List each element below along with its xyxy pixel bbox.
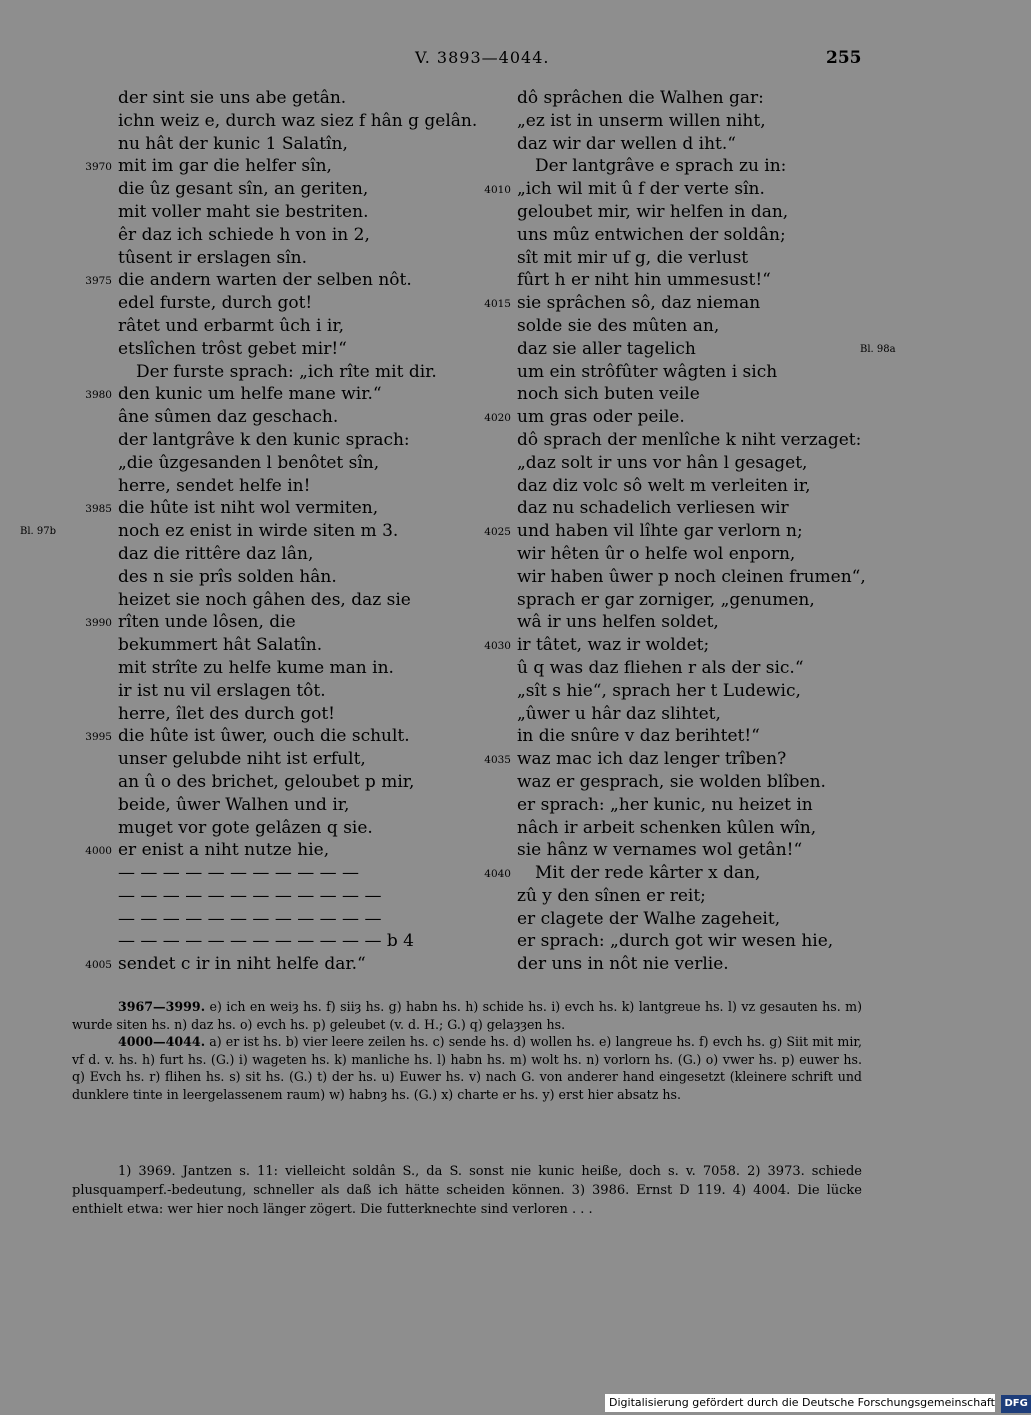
- verse-text: geloubet mir, wir helfen in dan,: [517, 201, 789, 222]
- verse-text: unser gelubde niht ist erfult,: [118, 749, 366, 770]
- verse-text: nu hât der kunic 1 Salatîn,: [118, 133, 348, 154]
- verse-text: edel furste, durch got!: [118, 293, 313, 314]
- verse-line: [118, 406, 498, 429]
- verse-text: râtet und erbarmt ûch i ir,: [118, 315, 345, 336]
- apparatus-text: a) er ist hs. b) vier leere zeilen hs. c) sende hs. d) wollen hs. e) langreue hs. f) evch hs. g) Siit mit mir, vf d. v. hs. h) furt hs. (G.) i) wageten hs. k) manliche hs. l) habn hs. m) wolt hs. n) vorlorn hs. (G.) o) vwer hs. p) euwer hs. q) Evch hs. r) flihen hs. s) sit hs. (G.) t) der hs. u) Euwer hs. v) nach G. von anderer hand eingesetzt (kleinere schrift und dunklere tinte in leergelassenem raum) w) habnȝ hs. (G.) x) charte er hs. y) erst hier absatz hs.: [72, 1034, 862, 1102]
- verse-line: [517, 589, 897, 612]
- verse-text: herre, sendet helfe in!: [118, 475, 311, 496]
- verse-line: [517, 497, 897, 520]
- verse-line: [517, 771, 897, 794]
- verse-line: [118, 178, 498, 201]
- verse-text: uns mûz entwichen der soldân;: [517, 224, 786, 245]
- apparatus-text: e) ich en weiȝ hs. f) siiȝ hs. g) habn hs. h) schide hs. i) evch hs. k) lantgreue hs. l) vz gesauten hs. m) wurde siten hs. n) daz hs. o) evch hs. p) geleubet (v. d. H.; G.) q) gelaȝȝen hs.: [72, 999, 862, 1032]
- footer-text: Digitalisierung gefördert durch die Deutsche Forschungsgemeinschaft: [609, 1396, 995, 1409]
- verse-text: etslîchen trôst gebet mir!“: [118, 338, 347, 359]
- footnote-text: 1) 3969. Jantzen s. 11: vielleicht soldân S., da S. sonst nie kunic heiße, doch s. v. 7058. 2) 3973. schiede plusquamperf.-bedeutung, schneller als daß ich hätte scheiden können. 3) 3986. Ernst D 119. 4) 4004. Die lücke enthielt etwa: wer hier noch länger zögert. Die futterknechte sind verloren . . .: [72, 1164, 862, 1217]
- apparatus-range: 3967—3999.: [118, 999, 206, 1014]
- verse-line: [85, 155, 498, 178]
- verse-line: [118, 748, 498, 771]
- verse-text: des n sie prîs solden hân.: [118, 566, 337, 587]
- verse-text: er sprach: „her kunic, nu heizet in: [517, 794, 813, 815]
- verse-number: 3975: [85, 275, 112, 288]
- verse-line: [118, 794, 498, 817]
- verse-line: [517, 475, 897, 498]
- verse-text: „daz solt ir uns vor hân l gesaget,: [517, 452, 808, 473]
- verse-text: wir hêten ûr o helfe wol enporn,: [517, 543, 796, 564]
- verse-number: 3990: [85, 617, 112, 630]
- verse-number: 3995: [85, 731, 112, 744]
- verse-number: 4020: [484, 412, 511, 425]
- verse-text: beide, ûwer Walhen und ir,: [118, 794, 350, 815]
- page-number: 255: [826, 48, 862, 68]
- verse-text: sie sprâchen sô, daz nieman: [517, 293, 761, 314]
- verse-text: er enist a niht nutze hie,: [118, 840, 330, 861]
- verse-line: [517, 247, 897, 270]
- verse-line: [118, 224, 498, 247]
- verse-line: [517, 908, 897, 931]
- verse-line: [517, 703, 897, 726]
- verse-number: 3985: [85, 503, 112, 516]
- verse-line: [118, 452, 498, 475]
- verse-line: [118, 908, 498, 931]
- left-verse-column: [20, 87, 498, 976]
- apparatus-range: 4000—4044.: [118, 1034, 206, 1049]
- verse-number: 4015: [484, 298, 511, 311]
- verse-text: rîten unde lôsen, die: [118, 612, 296, 633]
- verse-text: muget vor gote gelâzen q sie.: [118, 817, 373, 838]
- verse-line: [118, 885, 498, 908]
- verse-text: die andern warten der selben nôt.: [118, 270, 412, 291]
- verse-text: noch ez enist in wirde siten m 3.: [118, 521, 399, 542]
- verse-text: fûrt h er niht hin ummesust!“: [517, 270, 771, 291]
- verse-line: [118, 201, 498, 224]
- right-verse-column: [484, 87, 897, 976]
- verse-text: an û o des brichet, geloubet p mir,: [118, 771, 415, 792]
- folio-marker: Bl. 97b: [20, 526, 57, 538]
- apparatus-entry: [72, 998, 862, 1033]
- verse-text: um ein strôfûter wâgten i sich: [517, 361, 778, 382]
- verse-text: um gras oder peile.: [517, 407, 685, 428]
- critical-apparatus: [72, 998, 862, 1103]
- verse-line: [118, 429, 498, 452]
- verse-text: die hûte ist niht wol vermiten,: [118, 498, 379, 519]
- verse-line: [85, 611, 498, 634]
- verse-line: [517, 725, 897, 748]
- verse-text: âne sûmen daz geschach.: [118, 407, 339, 428]
- verse-line: [517, 361, 897, 384]
- verse-line: [118, 292, 498, 315]
- verse-text: Der furste sprach: „ich rîte mit dir.: [136, 361, 437, 382]
- verse-line: [517, 315, 897, 338]
- verse-line: [118, 862, 498, 885]
- verse-line: [118, 680, 498, 703]
- verse-line: [118, 771, 498, 794]
- verse-text: „sît s hie“, sprach her t Ludewic,: [517, 680, 801, 701]
- verse-text: — — — — — — — — — — — —: [118, 885, 382, 906]
- verse-text: den kunic um helfe mane wir.“: [118, 384, 382, 405]
- verse-line: [517, 839, 897, 862]
- verse-text: û q was daz fliehen r als der sic.“: [517, 657, 804, 678]
- verse-line: [517, 566, 897, 589]
- verse-line: [484, 292, 897, 315]
- verse-text: solde sie des mûten an,: [517, 315, 720, 336]
- verse-number: 4005: [85, 959, 112, 972]
- verse-text: — — — — — — — — — — — — b 4: [118, 931, 414, 952]
- verse-text: „ich wil mit û f der verte sîn.: [517, 179, 765, 200]
- verse-text: er clagete der Walhe zageheit,: [517, 908, 781, 929]
- verse-text: daz die rittêre daz lân,: [118, 543, 314, 564]
- verse-line: [517, 338, 897, 361]
- verse-line: [118, 475, 498, 498]
- verse-line: [517, 680, 897, 703]
- verse-line: [517, 269, 897, 292]
- verse-text: mit im gar die helfer sîn,: [118, 156, 332, 177]
- verse-line: [517, 155, 897, 178]
- verse-line: [517, 817, 897, 840]
- verse-number: 4040: [484, 868, 511, 881]
- verse-text: daz diz volc sô welt m verleiten ir,: [517, 475, 811, 496]
- verse-text: mit strîte zu helfe kume man in.: [118, 657, 394, 678]
- verse-text: und haben vil lîhte gar verlorn n;: [517, 521, 803, 542]
- verse-text: noch sich buten veile: [517, 384, 700, 405]
- verse-line: [85, 269, 498, 292]
- verse-number: 4035: [484, 754, 511, 767]
- verse-text: nâch ir arbeit schenken kûlen wîn,: [517, 817, 817, 838]
- verse-text: dô sprâchen die Walhen gar:: [517, 88, 764, 108]
- verse-line: [85, 725, 498, 748]
- folio-marker: Bl. 98a: [860, 343, 896, 355]
- verse-number: 3970: [85, 161, 112, 174]
- verse-text: — — — — — — — — — — — —: [118, 908, 382, 929]
- verse-text: „ez ist in unserm willen niht,: [517, 110, 766, 131]
- verse-text: waz mac ich daz lenger trîben?: [517, 749, 787, 770]
- verse-text: zû y den sînen er reit;: [517, 885, 706, 906]
- verse-line: [517, 930, 897, 953]
- verse-line: [118, 338, 498, 361]
- running-title: V. 3893—4044.: [415, 48, 550, 67]
- verse-line: [517, 794, 897, 817]
- verse-line: [118, 110, 498, 133]
- verse-line: [517, 657, 897, 680]
- verse-text: ir tâtet, waz ir woldet;: [517, 635, 710, 656]
- verse-text: „die ûzgesanden l benôtet sîn,: [118, 452, 380, 473]
- verse-line: [118, 315, 498, 338]
- verse-line: [484, 520, 897, 543]
- verse-text: heizet sie noch gâhen des, daz sie: [118, 589, 411, 610]
- verse-text: waz er gesprach, sie wolden blîben.: [517, 771, 826, 792]
- verse-line: [118, 543, 498, 566]
- verse-line: [517, 429, 897, 452]
- verse-line: [118, 566, 498, 589]
- verse-text: sprach er gar zorniger, „genumen,: [517, 589, 815, 610]
- verse-text: der lantgrâve k den kunic sprach:: [118, 429, 410, 450]
- verse-line: [20, 520, 498, 543]
- verse-text: Der lantgrâve e sprach zu in:: [535, 156, 787, 177]
- verse-text: dô sprach der menlîche k niht verzaget:: [517, 429, 862, 450]
- verse-line: [517, 201, 897, 224]
- apparatus-entry: [72, 1033, 862, 1103]
- verse-line: [484, 178, 897, 201]
- verse-line: [118, 703, 498, 726]
- verse-text: tûsent ir erslagen sîn.: [118, 247, 308, 268]
- verse-line: [517, 133, 897, 156]
- verse-line: [85, 383, 498, 406]
- footnotes: [72, 1162, 862, 1219]
- verse-line: [517, 452, 897, 475]
- verse-text: wir haben ûwer p noch cleinen frumen“,: [517, 566, 866, 587]
- verse-number: 4030: [484, 640, 511, 653]
- verse-text: ichn weiz e, durch waz siez f hân g gelân.: [118, 110, 478, 131]
- verse-text: die hûte ist ûwer, ouch die schult.: [118, 726, 410, 747]
- verse-line: [517, 87, 897, 110]
- verse-line: [85, 953, 498, 976]
- verse-number: 4010: [484, 184, 511, 197]
- verse-line: [118, 247, 498, 270]
- verse-line: [484, 748, 897, 771]
- verse-line: [484, 862, 897, 885]
- verse-text: sie hânz w vernames wol getân!“: [517, 840, 803, 861]
- verse-line: [85, 497, 498, 520]
- verse-text: in die snûre v daz berihtet!“: [517, 726, 760, 747]
- verse-line: [484, 406, 897, 429]
- verse-text: Mit der rede kârter x dan,: [535, 863, 761, 884]
- running-header: [0, 48, 1000, 72]
- verse-text: die ûz gesant sîn, an geriten,: [118, 179, 369, 200]
- verse-text: — — — — — — — — — — —: [118, 863, 360, 884]
- verse-line: [118, 930, 498, 953]
- dfg-logo: DFG: [1001, 1395, 1030, 1413]
- verse-text: daz wir dar wellen d iht.“: [517, 133, 736, 154]
- verse-line: [484, 634, 897, 657]
- verse-number: 3980: [85, 389, 112, 402]
- verse-line: [517, 953, 897, 976]
- verse-line: [118, 133, 498, 156]
- verse-line: [118, 589, 498, 612]
- verse-line: [118, 87, 498, 110]
- verse-text: daz nu schadelich verliesen wir: [517, 498, 789, 519]
- verse-text: der sint sie uns abe getân.: [118, 88, 347, 108]
- verse-line: [517, 383, 897, 406]
- verse-text: bekummert hât Salatîn.: [118, 635, 323, 656]
- verse-text: daz sie aller tagelich: [517, 338, 696, 359]
- verse-text: sendet c ir in niht helfe dar.“: [118, 954, 366, 975]
- verse-text: êr daz ich schiede h von in 2,: [118, 224, 370, 245]
- verse-line: [118, 634, 498, 657]
- verse-number: 4025: [484, 526, 511, 539]
- verse-text: wâ ir uns helfen soldet,: [517, 612, 719, 633]
- verse-line: [517, 611, 897, 634]
- verse-line: [118, 361, 498, 384]
- verse-line: [517, 110, 897, 133]
- digitization-footer: [605, 1394, 1028, 1412]
- verse-line: [517, 543, 897, 566]
- verse-line: [85, 839, 498, 862]
- verse-text: herre, îlet des durch got!: [118, 703, 335, 724]
- verse-text: mit voller maht sie bestriten.: [118, 201, 369, 222]
- verse-text: sît mit mir uf g, die verlust: [517, 247, 749, 268]
- verse-line: [517, 885, 897, 908]
- verse-line: [118, 657, 498, 680]
- verse-text: ir ist nu vil erslagen tôt.: [118, 680, 326, 701]
- verse-text: „ûwer u hâr daz slihtet,: [517, 703, 721, 724]
- verse-line: [118, 817, 498, 840]
- verse-line: [517, 224, 897, 247]
- verse-text: er sprach: „durch got wir wesen hie,: [517, 931, 834, 952]
- verse-number: 4000: [85, 845, 112, 858]
- verse-text: der uns in nôt nie verlie.: [517, 954, 729, 975]
